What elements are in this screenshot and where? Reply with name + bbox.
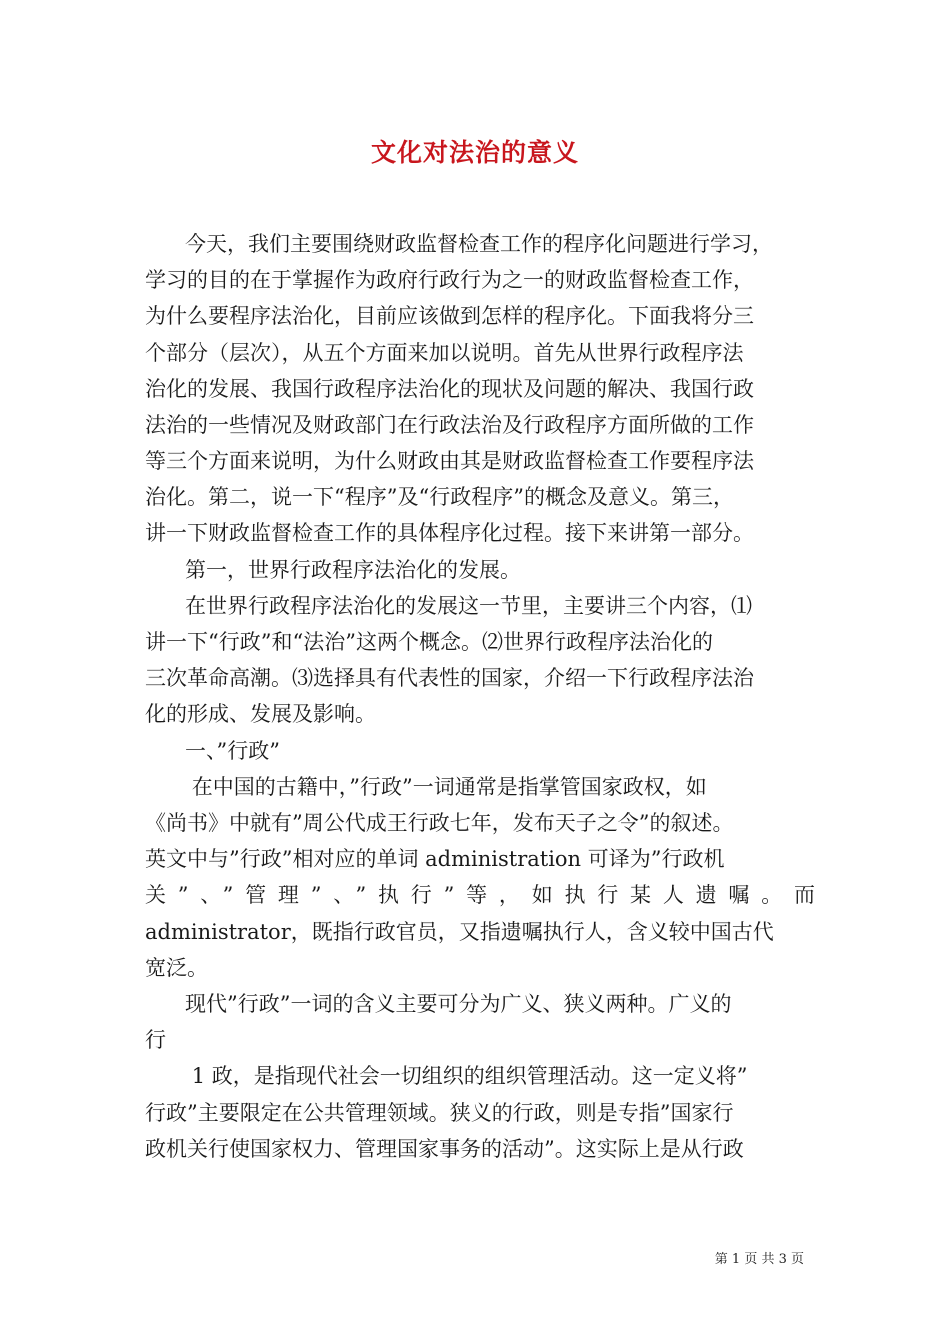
body-line: 为什么要程序法治化，目前应该做到怎样的程序化。下面我将分三 bbox=[145, 304, 754, 328]
body-line: 学习的目的在于掌握作为政府行政行为之一的财政监督检查工作， bbox=[145, 268, 754, 292]
body-line: 宽泛。 bbox=[145, 956, 208, 980]
body-line: 等三个方面来说明，为什么财政由其是财政监督检查工作要程序法 bbox=[145, 449, 754, 473]
body-line: 今天，我们主要围绕财政监督检查工作的程序化问题进行学习， bbox=[145, 232, 774, 256]
page-number-footer: 第 1 页 共 3 页 bbox=[714, 1252, 804, 1267]
body-line: 法治的一些情况及财政部门在行政法治及行政程序方面所做的工作 bbox=[145, 413, 754, 437]
body-line: 现代”行政”一词的含义主要可分为广义、狭义两种。广义的 bbox=[145, 992, 732, 1016]
body-line: 讲一下财政监督检查工作的具体程序化过程。接下来讲第一部分。 bbox=[145, 521, 754, 545]
body-line: 英文中与”行政”相对应的单词 administration 可译为”行政机 bbox=[145, 847, 725, 871]
body-line: 一、”行政” bbox=[145, 739, 281, 763]
body-line: 《尚书》中就有”周公代成王行政七年，发布天子之令”的叙述。 bbox=[145, 811, 734, 835]
body-line: 讲一下“行政”和“法治”这两个概念。⑵世界行政程序法治化的 bbox=[145, 630, 713, 654]
body-line: 个部分（层次），从五个方面来加以说明。首先从世界行政程序法 bbox=[145, 341, 744, 365]
body-line: 1 政，是指现代社会一切组织的组织管理活动。这一定义将” bbox=[145, 1064, 748, 1088]
body-line: 三次革命高潮。⑶选择具有代表性的国家，介绍一下行政程序法治 bbox=[145, 666, 754, 690]
body-line: 治化。第二，说一下“程序”及“行政程序”的概念及意义。第三， bbox=[145, 485, 734, 509]
body-line: 治化的发展、我国行政程序法治化的现状及问题的解决、我国行政 bbox=[145, 377, 754, 401]
body-line: 在世界行政程序法治化的发展这一节里，主要讲三个内容，⑴ bbox=[145, 594, 753, 618]
body-line: 化的形成、发展及影响。 bbox=[145, 702, 376, 726]
body-line: 第一，世界行政程序法治化的发展。 bbox=[145, 558, 522, 582]
body-line: 在中国的古籍中，”行政”一词通常是指掌管国家政权，如 bbox=[145, 775, 707, 799]
body-line: 关”、”管理”、”执行”等，如执行某人遗嘱。而 bbox=[145, 883, 815, 907]
body-line: administrator，既指行政官员，又指遗嘱执行人，含义较中国古代 bbox=[145, 920, 774, 944]
body-line: 行 bbox=[145, 1028, 166, 1052]
document-title: 文化对法治的意义 bbox=[370, 138, 579, 167]
body-line: 行政”主要限定在公共管理领域。狭义的行政，则是专指”国家行 bbox=[145, 1101, 734, 1125]
body-line: 政机关行使国家权力、管理国家事务的活动”。这实际上是从行政 bbox=[145, 1137, 744, 1161]
